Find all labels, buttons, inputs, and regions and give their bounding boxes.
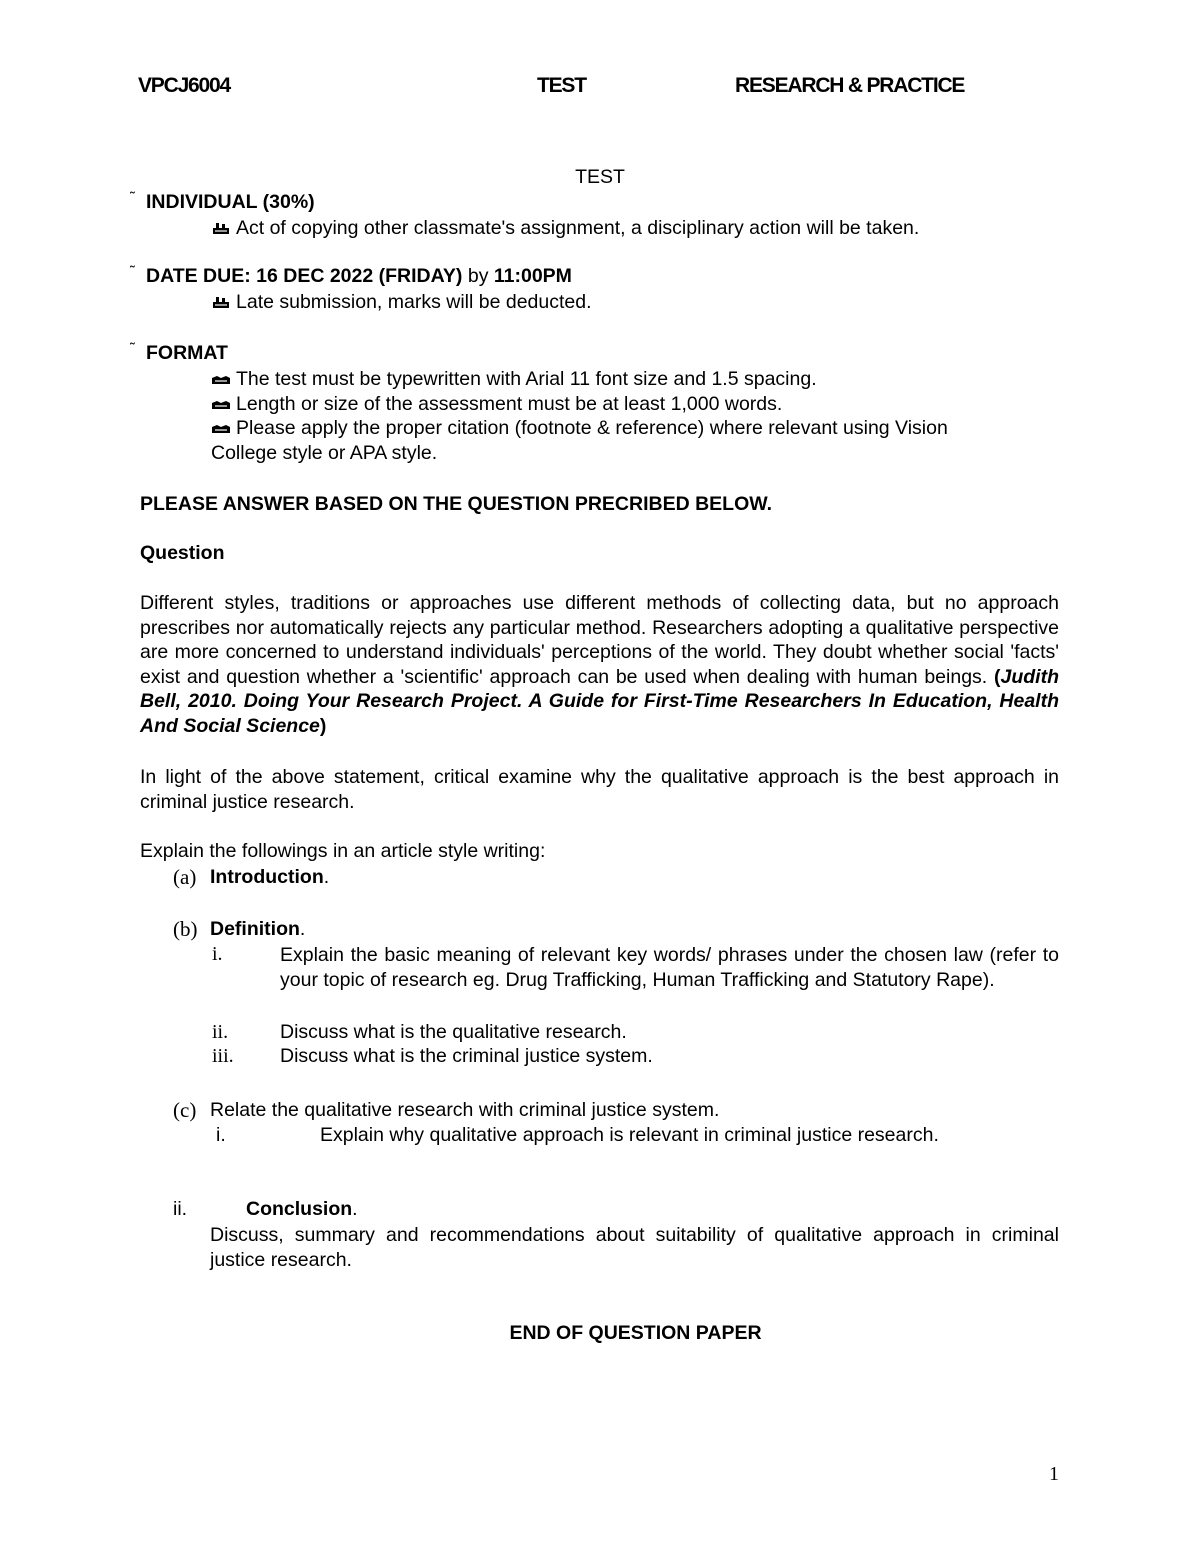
citation: Judith Bell, 2010. Doing Your Research Project. A Guide for First-Time Researchers In Education, Health And Social Science [140, 665, 1059, 737]
list-number: ii. [212, 1021, 229, 1043]
document-title: TEST [575, 166, 625, 188]
bullet-text: Length or size of the assessment must be at least 1,000 words. [236, 393, 783, 415]
format-heading: FORMAT [146, 342, 228, 364]
format-bullet [211, 368, 817, 391]
conclusion-label: Conclusion. [246, 1198, 358, 1220]
writing-hand-icon [211, 372, 231, 386]
list-item-text: Explain the basic meaning of relevant key words/ phrases under the chosen law (refer to your topic of research eg. Drug Trafficking, Human Trafficking and Statutory Rape). [280, 944, 1059, 991]
pen-hand-icon [211, 295, 231, 309]
bullet-item [211, 217, 919, 240]
format-bullet-continuation: College style or APA style. [211, 442, 438, 464]
instruction-text: PLEASE ANSWER BASED ON THE QUESTION PRECRIBED BELOW. [140, 493, 772, 515]
part-a-marker: (a) [173, 865, 197, 889]
section-marker: ˜ [130, 189, 135, 204]
bullet-item [211, 291, 592, 314]
list-item-text: Discuss what is the criminal justice system. [280, 1045, 653, 1067]
question-paragraph: Different styles, traditions or approaches use different methods of collecting data, but no approach prescribes nor automatically rejects any particular method. Researchers adopting a qualitative perspective are more concerned to understand individuals' perceptions of the world. They doubt whether social 'facts' exist and question whether a 'scientific' approach can be used when dealing with human beings. (Judith Bell, 2010. Doing Your Research Project. A Guide for First-Time Researchers In Education, Health And Social Science) [140, 592, 1059, 737]
conclusion-number: ii. [173, 1198, 188, 1220]
task-paragraph: In light of the above statement, critical examine why the qualitative approach is the best approach in criminal justice research. [140, 766, 1059, 813]
list-number: i. [216, 1124, 226, 1146]
header-subject: RESEARCH & PRACTICE [735, 74, 965, 97]
conclusion-text: Discuss, summary and recommendations about suitability of qualitative approach in criminal justice research. [210, 1224, 1059, 1271]
bullet-text: Late submission, marks will be deducted. [236, 291, 592, 313]
individual-heading: INDIVIDUAL (30%) [146, 191, 315, 213]
part-c-text: Relate the qualitative research with criminal justice system. [210, 1099, 720, 1121]
section-marker: ˜ [130, 263, 135, 278]
list-item-text: Discuss what is the qualitative research. [280, 1021, 627, 1043]
format-bullet [211, 417, 948, 440]
part-a-label: Introduction. [210, 866, 330, 888]
list-number: i. [212, 943, 223, 965]
writing-hand-icon [211, 421, 231, 435]
part-b-label: Definition. [210, 918, 306, 940]
writing-hand-icon [211, 397, 231, 411]
format-bullet [211, 393, 782, 416]
due-by: by [467, 265, 489, 287]
end-of-paper: END OF QUESTION PAPER [509, 1322, 762, 1344]
question-text: Different styles, traditions or approaches use different methods of collecting data, but no approach prescribes nor automatically rejects any particular method. Researchers adopting a qualitative perspective are more concerned to understand individuals' perceptions of the world. They doubt whether social 'facts' exist and question whether a 'scientific' approach can be used when dealing with human beings. [140, 592, 1059, 688]
bullet-text: Please apply the proper citation (footnote & reference) where relevant using Vision [236, 417, 948, 439]
course-code: VPCJ6004 [138, 74, 230, 97]
due-date: DATE DUE: 16 DEC 2022 (FRIDAY) [146, 265, 463, 287]
due-date-line [146, 265, 572, 288]
pen-hand-icon [211, 221, 231, 235]
question-heading: Question [140, 542, 225, 564]
part-b-marker: (b) [173, 917, 198, 941]
bullet-text: Act of copying other classmate's assignment, a disciplinary action will be taken. [236, 217, 920, 239]
bullet-text: The test must be typewritten with Arial 11 font size and 1.5 spacing. [236, 368, 817, 390]
list-item-text: Explain why qualitative approach is relevant in criminal justice research. [320, 1124, 939, 1146]
header-test-label: TEST [537, 74, 586, 97]
explain-intro: Explain the followings in an article style writing: [140, 840, 546, 862]
list-number: iii. [212, 1045, 234, 1067]
section-marker: ˜ [130, 340, 135, 355]
part-c-marker: (c) [173, 1098, 197, 1122]
due-time: 11:00PM [493, 265, 572, 287]
page-number: 1 [1049, 1463, 1059, 1485]
